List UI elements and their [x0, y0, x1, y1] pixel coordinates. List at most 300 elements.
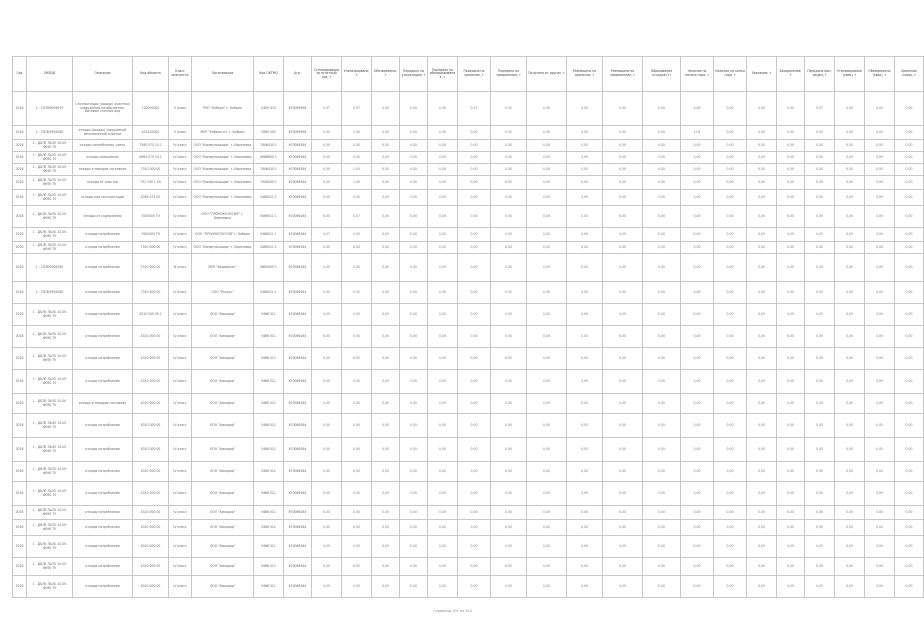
- table-cell: 7310 000 00: [133, 242, 169, 254]
- table-cell: 0,00: [714, 282, 747, 304]
- table-cell: 0,00: [865, 242, 895, 254]
- table-cell: 0,00: [603, 164, 643, 176]
- table-cell: 4310 000 00: [133, 348, 169, 370]
- column-header: Передано на захоронение, т: [491, 57, 527, 92]
- table-cell: 0,00: [567, 558, 603, 576]
- table-cell: 0,00: [342, 242, 372, 254]
- table-cell: 0,00: [527, 254, 567, 282]
- table-cell: 0,00: [491, 242, 527, 254]
- table-cell: 0,00: [372, 206, 400, 228]
- table-cell: 0,00: [428, 126, 458, 140]
- table-cell: 0,00: [342, 348, 372, 370]
- table-cell: 670066164: [284, 370, 312, 394]
- table-cell: 5466 011: [254, 558, 284, 576]
- table-cell: 0,00: [777, 326, 805, 348]
- table-cell: 0,00: [428, 304, 458, 326]
- table-row: [13, 394, 924, 414]
- table-cell: 0,00: [777, 152, 805, 164]
- table-cell: 1 - ДБЛЕ ЛЬЗО 10-00 Ф090 ТУ: [27, 228, 73, 242]
- table-cell: IV класс: [169, 536, 192, 558]
- table-cell: 0,00: [681, 558, 714, 576]
- table-cell: 0,00: [714, 176, 747, 190]
- table-cell: 670066164: [284, 438, 312, 462]
- table-cell: IV класс: [169, 506, 192, 520]
- table-cell: 0,00: [777, 438, 805, 462]
- table-cell: 0,00: [865, 92, 895, 126]
- table-cell: 0,00: [312, 304, 342, 326]
- table-cell: 0,00: [681, 228, 714, 242]
- table-cell: 5466 011: [254, 414, 284, 438]
- table-cell: 5466011 1: [254, 228, 284, 242]
- table-cell: 5466 011: [254, 304, 284, 326]
- table-cell: 0,00: [777, 164, 805, 176]
- table-cell: 0,00: [714, 462, 747, 482]
- column-header: Обезврежено (свои), т: [865, 57, 895, 92]
- table-cell: 0,00: [643, 370, 681, 394]
- table-cell: 0,00: [603, 206, 643, 228]
- table-cell: 0,00: [681, 92, 714, 126]
- table-cell: ООО "ПРОМЭКОЛОГИЯ" г. Кобрин: [192, 228, 254, 242]
- table-cell: 670066164: [284, 520, 312, 536]
- table-cell: 2016: [13, 414, 27, 438]
- table-cell: 0,00: [777, 242, 805, 254]
- table-cell: 0,00: [835, 282, 865, 304]
- table-cell: 0,00: [491, 462, 527, 482]
- table-cell: 0,00: [714, 414, 747, 438]
- table-cell: 1 - СПЛ99094670: [27, 92, 73, 126]
- table-cell: 0,00: [643, 348, 681, 370]
- table-cell: 0,00: [567, 506, 603, 520]
- table-cell: 2469 470: [254, 92, 284, 126]
- table-cell: 0,00: [777, 126, 805, 140]
- table-cell: 0,00: [458, 482, 491, 506]
- table-cell: ООО "Коммунальщик" г. Березовка: [192, 140, 254, 152]
- table-cell: отходы потребления: [73, 282, 133, 304]
- table-cell: 0,00: [372, 348, 400, 370]
- table-cell: отходы потребления: [73, 228, 133, 242]
- table-cell: 0,00: [835, 152, 865, 164]
- table-cell: 5466011 1: [254, 206, 284, 228]
- table-row: [13, 176, 924, 190]
- table-row: [13, 152, 924, 164]
- table-cell: 0,00: [805, 126, 835, 140]
- table-cell: 0,00: [643, 282, 681, 304]
- table-cell: 0,00: [643, 254, 681, 282]
- table-cell: 0,00: [747, 506, 777, 520]
- table-cell: 0,00: [458, 520, 491, 536]
- table-cell: 0,00: [643, 558, 681, 576]
- table-row: [13, 462, 924, 482]
- table-cell: МУП "Водоканал": [192, 254, 254, 282]
- table-cell: ООО "Амкодор": [192, 536, 254, 558]
- table-row: [13, 206, 924, 228]
- table-cell: 0,00: [747, 228, 777, 242]
- table-cell: 0,00: [458, 164, 491, 176]
- table-cell: 5466 011: [254, 520, 284, 536]
- table-cell: 0,00: [895, 506, 924, 520]
- table-cell: 0,00: [428, 438, 458, 462]
- table-cell: 732000000: [133, 92, 169, 126]
- table-cell: 0,00: [342, 520, 372, 536]
- table-cell: 0,00: [805, 462, 835, 482]
- table-cell: 0,00: [714, 326, 747, 348]
- table-cell: 0,00: [643, 228, 681, 242]
- table-cell: 0,00: [865, 164, 895, 176]
- table-cell: 0,00: [895, 536, 924, 558]
- column-header: Год: [13, 57, 27, 92]
- table-cell: 0,00: [681, 520, 714, 536]
- table-cell: 0,00: [527, 576, 567, 598]
- table-cell: 0,00: [342, 506, 372, 520]
- table-cell: 0,00: [491, 254, 527, 282]
- table-cell: 670069996: [284, 126, 312, 140]
- table-cell: 0,00: [312, 370, 342, 394]
- table-cell: 0,00: [342, 326, 372, 348]
- table-cell: 0,00: [458, 254, 491, 282]
- table-cell: 0,00: [805, 558, 835, 576]
- table-row: [13, 370, 924, 394]
- table-cell: 0,00: [777, 254, 805, 282]
- column-header: Обезврежено, т: [372, 57, 400, 92]
- table-cell: 0,00: [400, 558, 428, 576]
- table-cell: 2016: [13, 92, 27, 126]
- table-cell: 0,00: [747, 462, 777, 482]
- table-cell: 0,00: [458, 576, 491, 598]
- table-cell: 0,00: [491, 576, 527, 598]
- table-cell: отходы потребления: [73, 414, 133, 438]
- table-cell: 4310 000 00: [133, 536, 169, 558]
- table-cell: 0,00: [527, 348, 567, 370]
- table-cell: 0,00: [747, 482, 777, 506]
- table-cell: 670066164: [284, 242, 312, 254]
- table-cell: 0,00: [747, 576, 777, 598]
- table-cell: IV класс: [169, 326, 192, 348]
- table-cell: 0,00: [747, 92, 777, 126]
- table-cell: 670066164: [284, 326, 312, 348]
- table-cell: 0,00: [458, 190, 491, 206]
- table-cell: 0,00: [312, 462, 342, 482]
- table-cell: 0,00: [805, 176, 835, 190]
- table-cell: 4310 000 00: [133, 414, 169, 438]
- table-cell: 0,00: [603, 520, 643, 536]
- table-cell: 0,00: [428, 282, 458, 304]
- table-cell: 0,00: [835, 462, 865, 482]
- table-cell: 0,00: [747, 126, 777, 140]
- table-cell: 0,00: [527, 228, 567, 242]
- table-cell: отходы в твердом состоянии: [73, 394, 133, 414]
- table-cell: 0,00: [835, 190, 865, 206]
- table-cell: отходы от очистки: [73, 176, 133, 190]
- table-cell: 0,00: [747, 326, 777, 348]
- column-header: Передано на утилизацию, т: [400, 57, 428, 92]
- table-row: [13, 438, 924, 462]
- table-cell: отходы от содержания: [73, 206, 133, 228]
- column-header: Класс опасности: [169, 57, 192, 92]
- table-cell: 0,00: [603, 536, 643, 558]
- table-cell: 0,00: [835, 558, 865, 576]
- table-cell: 0,00: [681, 414, 714, 438]
- table-cell: 0,00: [491, 228, 527, 242]
- table-cell: отходы потребления: [73, 304, 133, 326]
- table-cell: 4310 000 00: [133, 394, 169, 414]
- table-cell: 0,00: [428, 520, 458, 536]
- table-cell: 0,00: [865, 206, 895, 228]
- table-cell: 4310 000 00: [133, 462, 169, 482]
- table-cell: 0,00: [805, 140, 835, 152]
- table-cell: 5466 011: [254, 438, 284, 462]
- table-row: [13, 520, 924, 536]
- table-cell: 0,00: [681, 394, 714, 414]
- table-cell: 1 - ДБЛЕ ЛЬЗО 10-00 Ф090 ТУ: [27, 206, 73, 228]
- table-cell: 0,00: [400, 326, 428, 348]
- table-cell: 0,00: [805, 520, 835, 536]
- table-cell: 670066164: [284, 576, 312, 598]
- table-cell: 0,00: [527, 438, 567, 462]
- table-cell: 0,00: [835, 242, 865, 254]
- table-cell: 0,00: [714, 126, 747, 140]
- table-cell: 0,00: [603, 506, 643, 520]
- table-cell: 0,00: [458, 462, 491, 482]
- table-cell: 2016: [13, 326, 27, 348]
- table-cell: 0,00: [714, 228, 747, 242]
- table-cell: ООО "Амкодор": [192, 326, 254, 348]
- table-cell: 0,00: [400, 254, 428, 282]
- column-header: Утилизировано (свои), т: [835, 57, 865, 92]
- table-cell: 0,00: [865, 304, 895, 326]
- table-cell: 0,00: [714, 482, 747, 506]
- table-cell: 1 - ДБЛЕ ЛЬЗО 10-00 Ф090 ТУ: [27, 506, 73, 520]
- table-cell: 1 - СПЛ09304280: [27, 254, 73, 282]
- table-cell: 0,00: [681, 152, 714, 164]
- table-cell: 0,00: [312, 190, 342, 206]
- table-cell: 0,00: [527, 414, 567, 438]
- table-row: [13, 506, 924, 520]
- table-cell: Сточные воды (осадок) очистных сооружений хозяйственно-бытовых сточных вод: [73, 92, 133, 126]
- table-cell: 0,00: [865, 482, 895, 506]
- table-cell: 0,00: [643, 506, 681, 520]
- table-cell: 0,00: [805, 242, 835, 254]
- table-cell: 0,00: [567, 228, 603, 242]
- table-cell: 0,00: [643, 438, 681, 462]
- table-cell: 0,00: [400, 126, 428, 140]
- table-row: [13, 228, 924, 242]
- table-cell: 0,00: [865, 152, 895, 164]
- table-cell: IV класс: [169, 304, 192, 326]
- table-cell: 0,00: [895, 164, 924, 176]
- table-cell: 0,00: [567, 536, 603, 558]
- table-cell: 0,00: [681, 140, 714, 152]
- table-cell: 0,00: [681, 348, 714, 370]
- table-cell: 0,00: [400, 520, 428, 536]
- column-header: Передано на обезвреживание, т: [428, 57, 458, 92]
- table-cell: 0,00: [714, 152, 747, 164]
- table-cell: 0,00: [747, 164, 777, 176]
- table-cell: ООО "Коммунальщик" г. Березовка: [192, 176, 254, 190]
- table-cell: 0,00: [428, 462, 458, 482]
- table-cell: 2016: [13, 176, 27, 190]
- table-cell: 2016: [13, 394, 27, 414]
- table-cell: ООО "Амкодор": [192, 304, 254, 326]
- column-header: Наличие на начало года, т: [681, 57, 714, 92]
- table-cell: 0,00: [491, 190, 527, 206]
- table-cell: отходы потребления: [73, 254, 133, 282]
- table-cell: 0,00: [747, 152, 777, 164]
- table-cell: 0,00: [805, 190, 835, 206]
- table-cell: 0,00: [895, 190, 924, 206]
- table-cell: 0,00: [491, 482, 527, 506]
- table-cell: 0,00: [400, 438, 428, 462]
- table-cell: 0,00: [895, 558, 924, 576]
- table-cell: 2016: [13, 126, 27, 140]
- table-cell: 0,00: [714, 206, 747, 228]
- table-cell: 0,00: [714, 304, 747, 326]
- table-cell: 0,00: [527, 482, 567, 506]
- table-cell: 2016: [13, 254, 27, 282]
- table-row: [13, 482, 924, 506]
- table-cell: 0,00: [342, 152, 372, 164]
- table-cell: III класс: [169, 254, 192, 282]
- table-cell: 0,00: [491, 304, 527, 326]
- table-cell: 0,00: [714, 506, 747, 520]
- table-cell: 5466 011: [254, 576, 284, 598]
- table-cell: ООО "ПРОМЭКОЛОГИЯ" г. Березовка: [192, 206, 254, 228]
- table-cell: 1 - ДБЛЕ ЛЬЗО 10-00 Ф090 ТУ: [27, 536, 73, 558]
- table-cell: 0,00: [491, 536, 527, 558]
- table-cell: 1 - ДБЛЕ ЛЬЗО 10-00 Ф090 ТУ: [27, 394, 73, 414]
- table-cell: 1,05: [681, 126, 714, 140]
- table-cell: 0,00: [835, 414, 865, 438]
- table-cell: 0,00: [895, 228, 924, 242]
- table-cell: 0,00: [491, 176, 527, 190]
- table-cell: 4310 000 00: [133, 520, 169, 536]
- table-cell: 0,00: [895, 414, 924, 438]
- table-cell: 0,00: [777, 414, 805, 438]
- table-cell: 0,00: [567, 520, 603, 536]
- table-cell: 2016: [13, 304, 27, 326]
- table-cell: 0,00: [428, 152, 458, 164]
- table-cell: 1 - СПЛ09304280: [27, 126, 73, 140]
- table-cell: IV класс: [169, 228, 192, 242]
- table-cell: 0,00: [567, 126, 603, 140]
- table-cell: 0,00: [491, 92, 527, 126]
- table-cell: 0,00: [777, 576, 805, 598]
- table-cell: 0,00: [747, 520, 777, 536]
- table-cell: 0,00: [567, 414, 603, 438]
- table-row: [13, 254, 924, 282]
- table-cell: 670069996: [284, 92, 312, 126]
- table-cell: 0,00: [491, 506, 527, 520]
- table-cell: 0,00: [865, 176, 895, 190]
- table-cell: 0,00: [400, 242, 428, 254]
- table-row: [13, 304, 924, 326]
- table-cell: отходы при эксплуатации: [73, 190, 133, 206]
- table-cell: 0,00: [372, 282, 400, 304]
- table-cell: 0,00: [747, 438, 777, 462]
- table-cell: 0,00: [567, 394, 603, 414]
- table-cell: IV класс: [169, 282, 192, 304]
- table-cell: 0,00: [567, 348, 603, 370]
- table-cell: отходы в твердом состоянии: [73, 164, 133, 176]
- table-cell: ООО "Коммунальщик" г. Березовка: [192, 190, 254, 206]
- table-cell: 0,00: [400, 506, 428, 520]
- table-cell: 0,00: [747, 190, 777, 206]
- table-cell: 0,00: [865, 506, 895, 520]
- table-cell: 0,00: [527, 282, 567, 304]
- table-cell: 0,00: [865, 520, 895, 536]
- table-cell: 0,00: [895, 206, 924, 228]
- table-cell: 2016: [13, 438, 27, 462]
- table-cell: ООО "Коммунальщик" г. Березовка: [192, 164, 254, 176]
- table-cell: 0,00: [312, 506, 342, 520]
- table-cell: 670066164: [284, 414, 312, 438]
- table-cell: 0,00: [643, 482, 681, 506]
- table-cell: 5466011 1: [254, 242, 284, 254]
- table-cell: 0,00: [835, 536, 865, 558]
- table-cell: 0,00: [895, 326, 924, 348]
- table-cell: 0,00: [567, 164, 603, 176]
- table-cell: 0,00: [865, 282, 895, 304]
- table-cell: 670066164: [284, 482, 312, 506]
- table-cell: 4310 000 00: [133, 326, 169, 348]
- table-cell: 0,00: [805, 228, 835, 242]
- table-header: [13, 57, 924, 92]
- table-cell: 0,00: [458, 206, 491, 228]
- table-cell: отходы смешанные: [73, 152, 133, 164]
- table-cell: отходы потребления: [73, 558, 133, 576]
- table-cell: 1 - ДБЛЕ ЛЬЗО 10-00 Ф090 ТУ: [27, 414, 73, 438]
- table-cell: IV класс: [169, 370, 192, 394]
- table-cell: 0,00: [643, 140, 681, 152]
- table-cell: 4310 000 00: [133, 576, 169, 598]
- table-cell: 0,00: [458, 348, 491, 370]
- column-header: Передано физ. лицам, т: [805, 57, 835, 92]
- table-cell: 0,00: [681, 438, 714, 462]
- column-header: Сгенерировано за отчетный год, т: [312, 57, 342, 92]
- table-cell: 0,00: [312, 206, 342, 228]
- table-cell: 0,00: [603, 558, 643, 576]
- table-cell: 0,00: [458, 152, 491, 164]
- table-cell: 0,00: [458, 558, 491, 576]
- table-cell: 0,00: [567, 152, 603, 164]
- column-header: Передано на хранение, т: [458, 57, 491, 92]
- table-cell: 2016: [13, 164, 27, 176]
- table-cell: 0,00: [681, 326, 714, 348]
- table-cell: 0,00: [714, 438, 747, 462]
- table-cell: 0,00: [714, 140, 747, 152]
- table-cell: 0,00: [747, 414, 777, 438]
- table-cell: 0,00: [527, 394, 567, 414]
- table-cell: 0,00: [643, 520, 681, 536]
- column-header: ОКВЭД: [27, 57, 73, 92]
- table-cell: 0,00: [428, 242, 458, 254]
- table-cell: 5466 011: [254, 482, 284, 506]
- column-header: Размещено на хранение, т: [567, 57, 603, 92]
- table-cell: 0,00: [835, 140, 865, 152]
- table-cell: 433120000: [133, 126, 169, 140]
- table-cell: 0,00: [747, 242, 777, 254]
- table-cell: 0,00: [458, 242, 491, 254]
- table-cell: 0,00: [312, 176, 342, 190]
- table-cell: 0,00: [805, 254, 835, 282]
- column-header: Код объекта: [133, 57, 169, 92]
- table-cell: 5466 011: [254, 462, 284, 482]
- table-cell: 0,00: [567, 370, 603, 394]
- table-cell: 0,00: [603, 414, 643, 438]
- table-cell: 0,00: [643, 176, 681, 190]
- table-cell: отходы потребления: [73, 326, 133, 348]
- table-row: [13, 326, 924, 348]
- table-cell: 0,00: [372, 576, 400, 598]
